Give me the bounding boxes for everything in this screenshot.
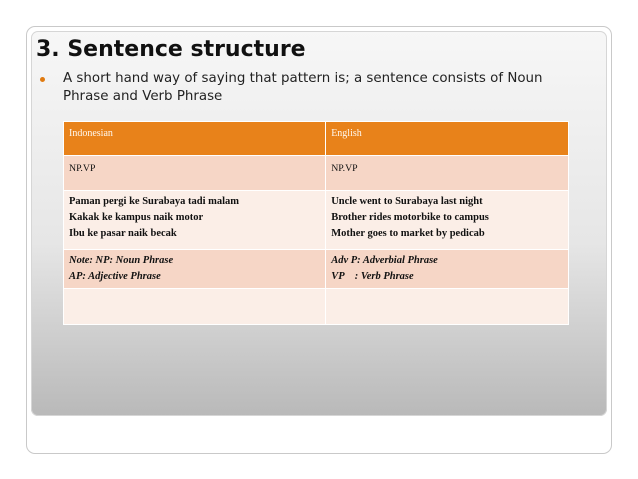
cell-notes-english xyxy=(326,250,569,289)
bullet-text: A short hand way of saying that pattern is; a sentence consists of Noun Phrase and Verb Phrase xyxy=(63,71,543,104)
table-row xyxy=(64,191,569,250)
cell-notes-indonesian xyxy=(64,250,326,289)
bullet-marker xyxy=(40,77,45,82)
sentence-structure-table xyxy=(63,121,569,325)
table-header-row xyxy=(64,122,569,156)
table-row xyxy=(64,250,569,289)
cell-pattern-english: NP.VP xyxy=(326,156,569,191)
note-line: Note: NP: Noun Phrase xyxy=(69,255,174,266)
table-row xyxy=(64,156,569,191)
slide-title: 3. Sentence structure xyxy=(36,37,306,62)
cell-empty xyxy=(326,289,569,325)
example-line: Uncle went to Surabaya last night xyxy=(331,196,483,207)
example-line: Kakak ke kampus naik motor xyxy=(69,212,204,223)
example-line: Ibu ke pasar naik becak xyxy=(69,228,177,239)
header-indonesian: Indonesian xyxy=(64,122,326,156)
cell-examples-english xyxy=(326,191,569,250)
example-line: Paman pergi ke Surabaya tadi malam xyxy=(69,196,240,207)
note-line: AP: Adjective Phrase xyxy=(69,271,161,282)
note-line: Adv P: Adverbial Phrase xyxy=(331,255,438,266)
table-row xyxy=(64,289,569,325)
cell-empty xyxy=(64,289,326,325)
cell-pattern-indonesian: NP.VP xyxy=(64,156,326,191)
header-english: English xyxy=(326,122,569,156)
note-line: VP : Verb Phrase xyxy=(331,271,414,282)
example-line: Mother goes to market by pedicab xyxy=(331,228,485,239)
cell-examples-indonesian xyxy=(64,191,326,250)
example-line: Brother rides motorbike to campus xyxy=(331,212,489,223)
